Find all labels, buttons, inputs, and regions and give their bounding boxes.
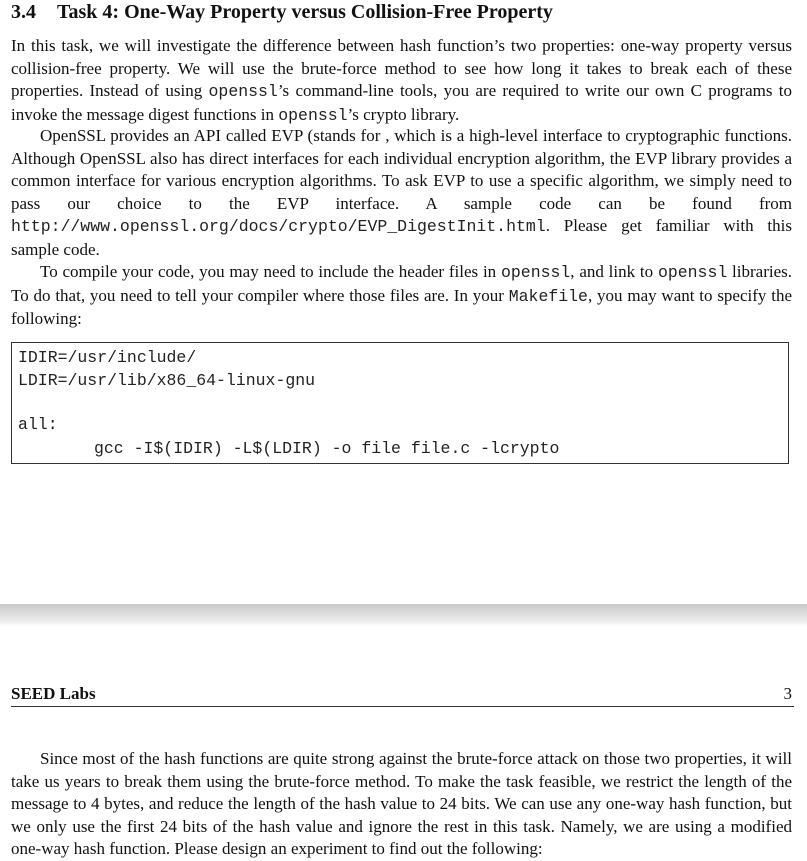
code-term-openssl: openssl [500, 263, 571, 282]
text-run: libraries. To do that, you need to tell your compiler where those files are. In your [11, 262, 793, 305]
code-term-openssl: openssl [657, 263, 728, 282]
code-line-idir: IDIR=/usr/include/ [18, 348, 197, 367]
text-run: ’s command-line tools, you are required to write our own C programs to invoke the message digest functions in [11, 81, 792, 124]
paragraph-intro [11, 35, 792, 127]
code-line-all-target: all: [18, 415, 58, 434]
text-run: , you may want to specify the following: [11, 285, 792, 329]
section-title: Task 4: One-Way Property versus Collision-Free Property [57, 1, 553, 23]
text-run: , and link to [570, 262, 658, 281]
text-run: ’s crypto library. [347, 104, 460, 124]
section-number: 3.4 [11, 1, 36, 23]
text-run: OpenSSL provides an API called EVP (stands for , which is a high-level interface to cryptographic functions. Although OpenSSL also has direct interfaces for each individual encryption algorithm, the EVP library provides a common interface for various encryption algorithms. To ask EVP to use a specific algorithm, we simply need to pass our choice to the EVP interface. A sample code can be found from [11, 126, 792, 213]
makefile-code-block [11, 342, 789, 464]
code-line-gcc-command: gcc -I$(IDIR) -L$(LDIR) -o file file.c -lcrypto [94, 439, 560, 458]
paragraph-compile [11, 261, 792, 331]
paragraph-evp [11, 125, 792, 262]
code-term-makefile: Makefile [508, 286, 588, 306]
paragraph-brute-force: Since most of the hash functions are quite strong against the brute-force attack on those two properties, it will take us years to break them using the brute-force method. To make the task feasible, we restrict the length of the message to 4 bytes, and reduce the length of the hash value to 24 bits. We can use any one-way hash function, but we only use the first 24 bits of the hash value and ignore the rest in this task. Namely, we are using a modified one-way hash function. Please design an experiment to find out the following: [11, 749, 792, 859]
code-term-openssl: openssl [208, 82, 278, 102]
text-run: In this task, we will investigate the difference between hash function’s two properties: one-way property versus collision-free property. We will use the brute-force method to see how long it takes to break each of these properties. Instead of using [11, 36, 792, 101]
code-term-openssl: openssl [278, 105, 348, 125]
code-line-ldir: LDIR=/usr/lib/x86_64-linux-gnu [18, 371, 316, 390]
running-header-title: SEED Labs [11, 684, 96, 703]
page-separator [0, 604, 807, 626]
text-run: . Please get familiar with this sample code. [11, 216, 792, 259]
page-number: 3 [783, 684, 792, 703]
header-divider [11, 706, 794, 707]
evp-doc-link[interactable]: http://www.openssl.org/docs/crypto/EVP_DigestInit.html [11, 217, 546, 237]
section-heading [11, 0, 553, 24]
text-run: To compile your code, you may need to include the header files in [40, 262, 501, 281]
document-page-2 [0, 626, 807, 861]
